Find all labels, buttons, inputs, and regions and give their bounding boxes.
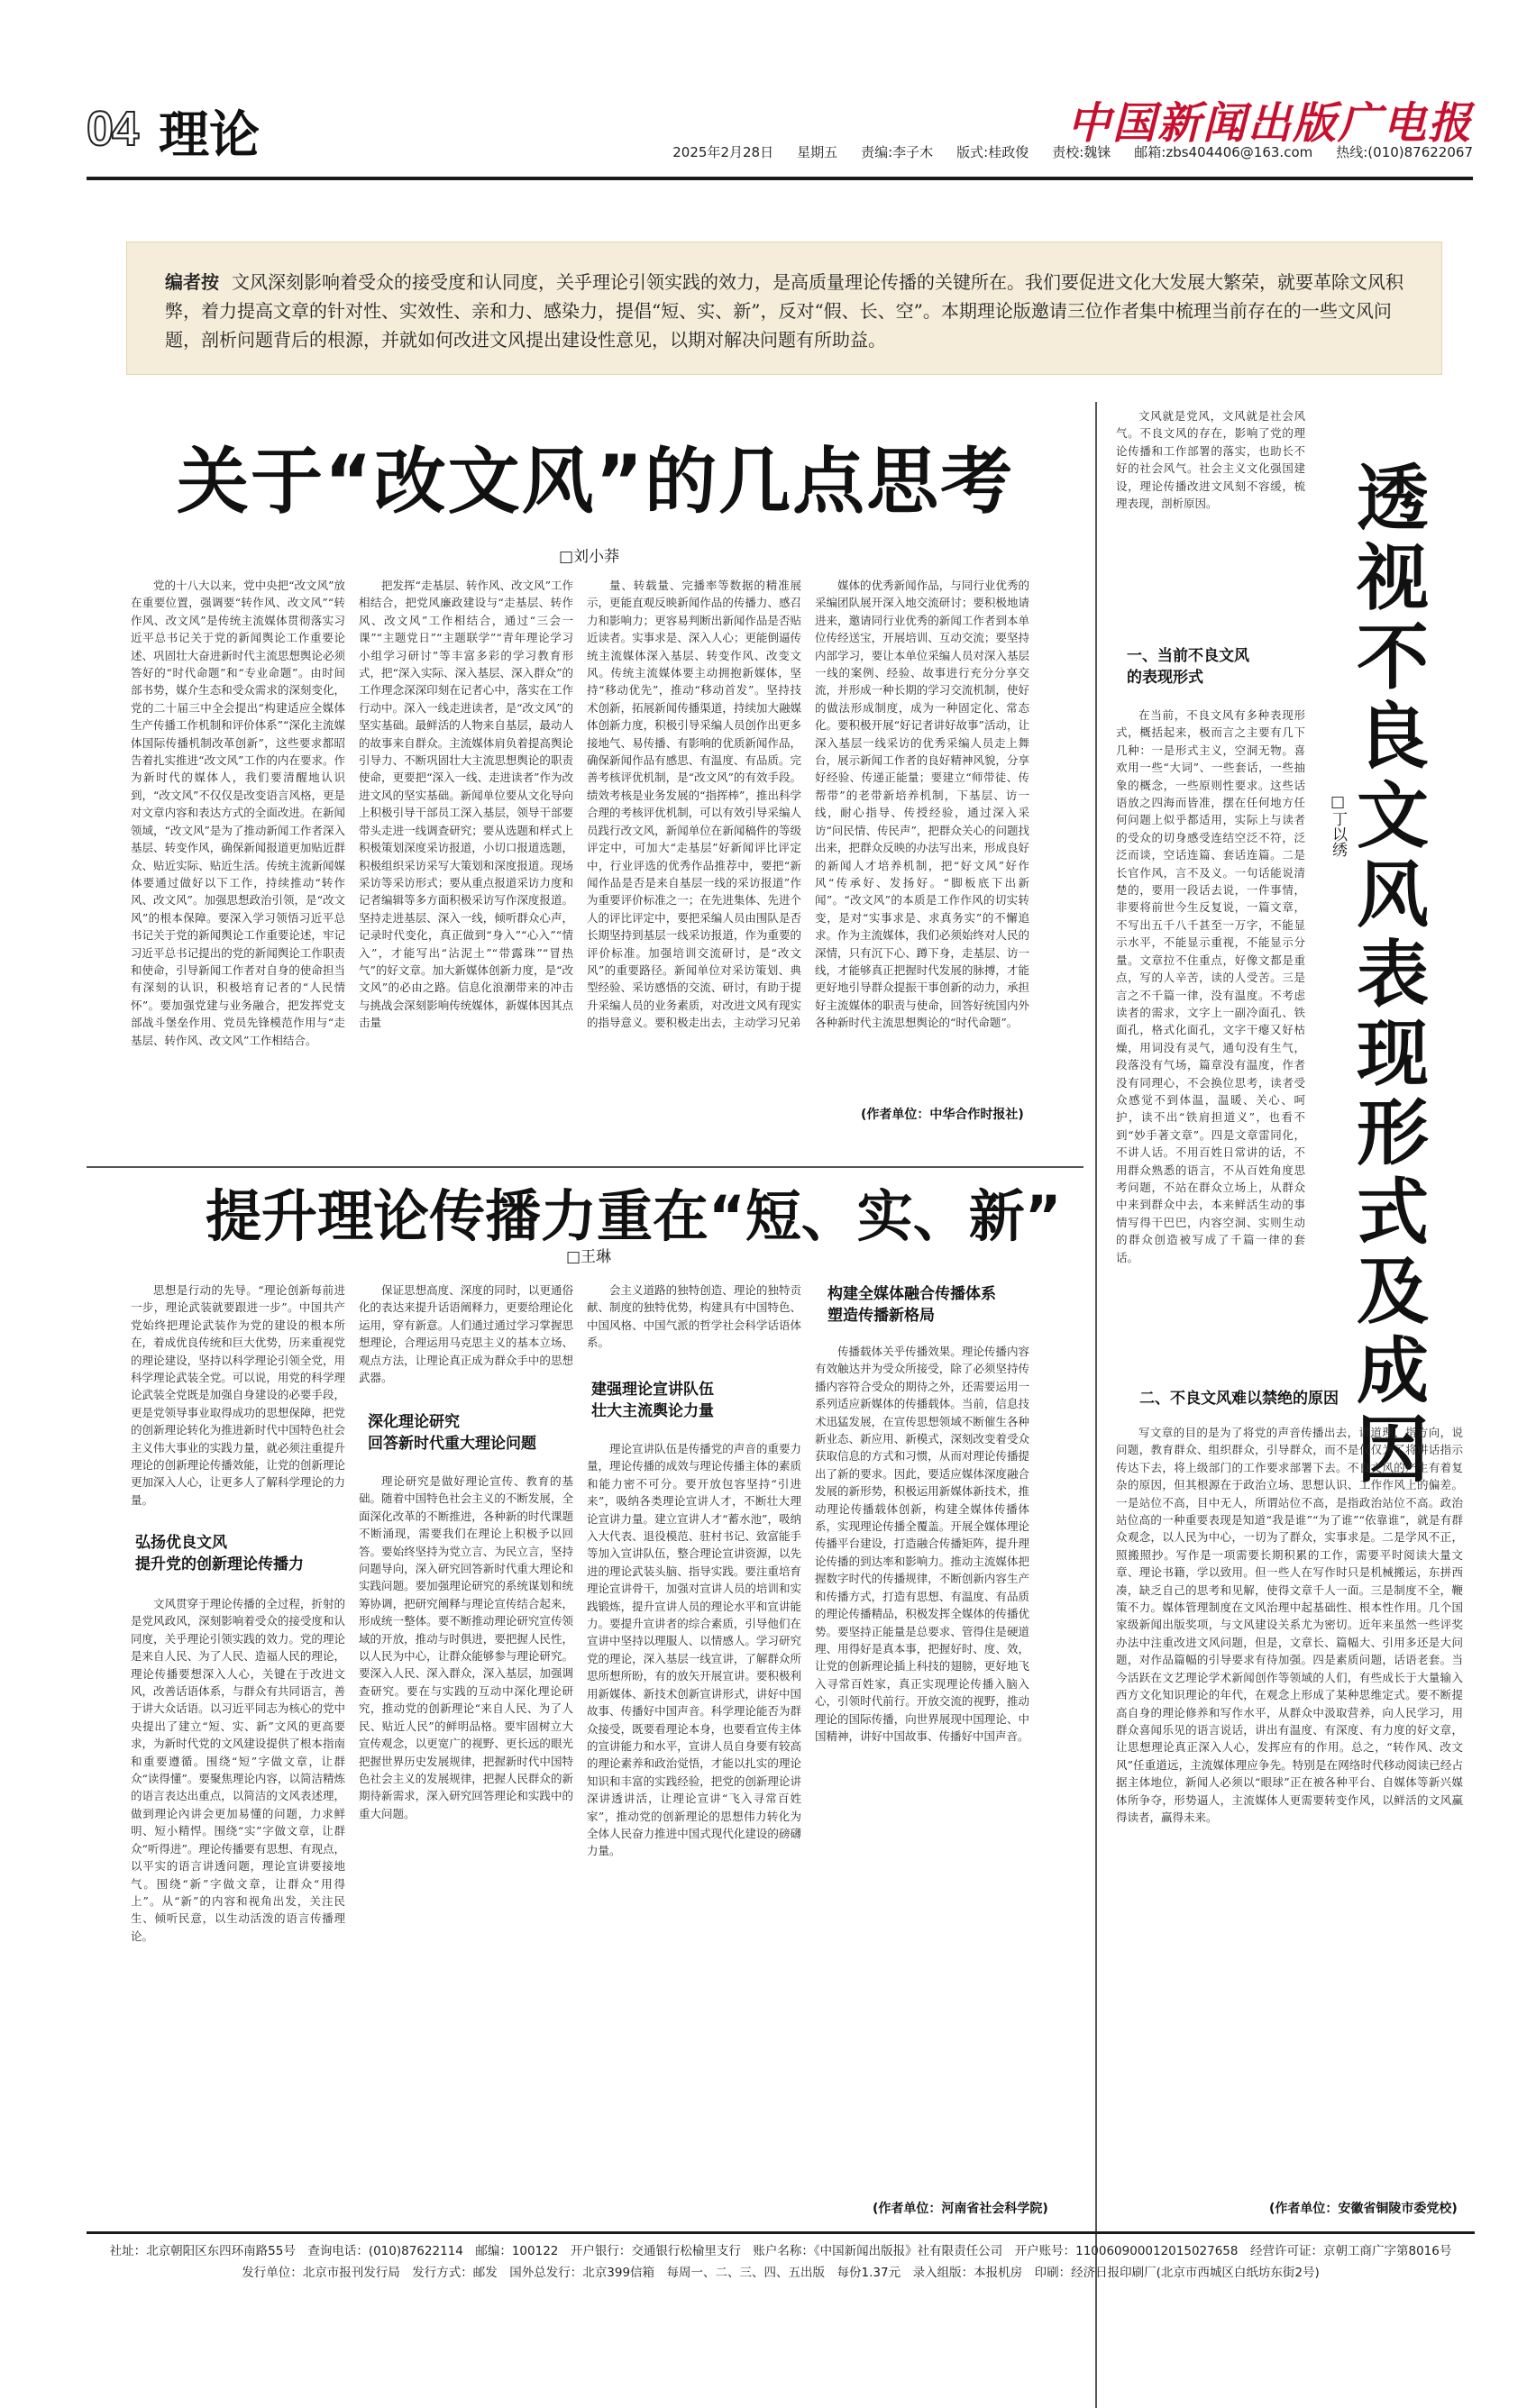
footer-rule [87, 2231, 1475, 2234]
issue-date: 2025年2月28日 [672, 144, 774, 160]
page-number: 04 [87, 102, 138, 156]
contact-hotline: 热线:(010)87622067 [1336, 144, 1473, 160]
article1-column-1: 党的十八大以来，党中央把“改文风”放在重要位置，强调要“转作风、改文风”“转作风、改文风”是传统主流媒体贯彻落实习近平总书记关于党的新闻舆论工作重要论述、巩固壮大奋进新时代主流思想舆论必须答好的“时代命题”和“专业命题”。由时间部书势，媒介生态和受众需求的深刻变化，党的二十届三中全会提出“构建适应全媒体生产传播工作机制和评价体系”“深化主流媒体国际传播机制改革创新”，这些要求都昭告着扎实推进“改文风”工作的内在要求。作为新时代的媒体人，我们要清醒地认识到，“改文风”不仅仅是改变语言风格，更是对文章内容和表达方式的全面改进。在新闻领域，“改文风”是为了推动新闻工作者深入基层、转变作风，确保新闻报道更加贴近群众、贴近实际、贴近生活。传统主流新闻媒体要通过做好以下工作，持续推动“转作风、改文风”。加强思想政治引领，是“改文风”的根本保障。要深入学习领悟习近平总书记关于党的新闻舆论工作重要论述，牢记习近平总书记提出的党的新闻舆论工作职责和使命，引导新闻工作者对自身的使命担当有深刻的认识，积极培育记者的“人民情怀”。要加强党建与业务融合，把发挥党支部战斗堡垒作用、党员先锋模范作用与“走基层、转作风、改文风”工作相结合。 [131, 579, 345, 1047]
issue-meta [631, 142, 1473, 161]
article2-subhead-2: 深化理论研究 回答新时代重大理论问题 [368, 1413, 536, 1453]
footer-line-1: 社址：北京朝阳区东四环南路55号 查询电话：(010)87622114 邮编：100122 开户银行：交通银行松榆里支行 账户名称：《中国新闻出版报》社有限责任公司 开户账号：110060900012015027658 经营许可证：京朝工商广字第8016号 [109, 2244, 1452, 2258]
article2-subhead-4: 构建全媒体融合传播体系 塑造传播新格局 [827, 1285, 996, 1325]
layout-editor: 版式:桂政俊 [956, 144, 1029, 160]
article2-author-affiliation: (作者单位：河南省社会科学院) [873, 2202, 1048, 2216]
article3-title: 透视不良文风表现形式及成因 [1357, 457, 1429, 1492]
article2-column-4: 传播载体关乎传播效果。理论传播内容有效触达并为受众所接受，除了必须坚持传播内容符合受众的期待之外，还需要运用一系列适应新媒体的传播载体。当前，信息技术迅猛发展，在宣传思想领域不断催生各种新业态、新应用、新模式，深刻改变着受众获取信息的方式和习惯，从而对理论传播提出了新的要求。因此，要适应媒体深度融合发展的新形势，积极运用新媒体新技术，推动理论传播载体创新，构建全媒体传播体系，实现理论传播全覆盖。开展全媒体理论传播平台建设，打造融合传播矩阵，提升理论传播的到达率和影响力。推动主流媒体把握数字时代的传播规律，不断创新内容生产和传播方式，打造有思想、有温度、有品质的理论传播精品，积极发挥全媒体的传播优势。要坚持正能量是总要求、管得住是硬道理、用得好是真本事，把握好时、度、效，让党的创新理论插上科技的翅膀，更好地飞入寻常百姓家，真正实现理论传播入脑入心，引领时代前行。开放交流的视野，推动理论的国际传播，向世界展现中国理论、中国精神，讲好中国故事、传播好中国声音。 [815, 1345, 1029, 1743]
editor-in-charge: 责编:李子木 [861, 144, 934, 160]
column-divider [1095, 402, 1097, 2408]
article2-column-3-intro: 会主义道路的独特创造、理论的独特贡献、制度的独特优势，构建具有中国特色、中国风格、中国气派的哲学社会科学话语体系。 [587, 1283, 801, 1350]
article2-subhead-3: 建强理论宣讲队伍 壮大主流舆论力量 [591, 1381, 714, 1420]
article3-subhead-1: 一、当前不良文风 的表现形式 [1127, 647, 1249, 687]
article1-author: □刘小莽 [559, 548, 620, 566]
article3-intro: 文风就是党风，文风就是社会风气。不良文风的存在，影响了党的理论传播和工作部署的落实，也助长不好的社会风气。社会主义文化强国建设，理论传播改进文风刻不容缓，梳理表现，剖析原因。 [1116, 409, 1305, 511]
article3-author-affiliation: (作者单位：安徽省铜陵市委党校) [1269, 2202, 1458, 2216]
issue-weekday: 星期五 [797, 144, 838, 160]
newspaper-masthead: 中国新闻出版广电报 [1066, 98, 1473, 149]
article3-subhead-2: 二、不良文风难以禁绝的原因 [1139, 1390, 1339, 1408]
article2-author: □王琳 [566, 1248, 612, 1266]
editor-note-label: 编者按 [165, 271, 219, 293]
header-rule [87, 177, 1473, 180]
article2-column-1-intro: 思想是行动的先导。“理论创新每前进一步，理论武装就要跟进一步”。中国共产党始终把理论武装作为党的建设的根本所在，着成优良传统和巨大优势，历来重视党的理论建设，坚持以科学理论引领全党，用科学理论武装全党。可以说，用党的科学理论武装全党既是加强自身建设的必要手段，更是党领导事业取得成功的思想保障，把党的创新理论转化为推进新时代中国特色社会主义伟大事业的实践力量，就必须注重提升理论的创新理论传播效能，让党的创新理论更加深入人心，让更多人了解科学理论的力量。 [131, 1283, 345, 1507]
section-title: 理论 [159, 106, 260, 165]
editor-note-text: 文风深刻影响着受众的接受度和认同度，关乎理论引领实践的效力，是高质量理论传播的关键所在。我们要促进文化大发展大繁荣，就要革除文风积弊，着力提高文章的针对性、实效性、亲和力、感染力，提倡“短、实、新”，反对“假、长、空”。本期理论版邀请三位作者集中梳理当前存在的一些文风问题，剖析问题背后的根源，并就如何改进文风提出建设性意见，以期对解决问题有所助益。 [165, 271, 1403, 351]
article2-column-3: 理论宣讲队伍是传播党的声音的重要力量，理论传播的成效与理论传播主体的素质和能力密不可分。要开放包容坚持“引进来”，吸纳各类理论宣讲人才，不断壮大理论宣讲力量。建立宣讲人才“蓄水池”，吸纳入大代表、退役模范、驻村书记、致富能手等加入宣讲队伍，整合理论宣讲资源，以先进的理论武装头脑、指导实践。要注重培育理论宣讲骨干，加强对宣讲人员的培训和实践锻炼，提升宣讲人员的理论水平和宣讲能力。要提升宣讲者的综合素质，引导他们在宣讲中坚持以理服人、以情感人。学习研究党的理论，深入基层一线宣讲，了解群众所思所想所盼，有的放矢开展宣讲。要积极利用新媒体、新技术创新宣讲形式，讲好中国故事、传播好中国声音。科学理论能否为群众接受，既要看理论本身，也要看宣传主体的宣讲能力和水平，宣讲人员自身要有较高的理论素养和政治觉悟，才能以扎实的理论知识和丰富的实践经验，把党的创新理论讲深讲透讲活，让理论宣讲“飞入寻常百姓家”，推动党的创新理论的思想伟力转化为全体人民奋力推进中国式现代化建设的磅礴力量。 [587, 1442, 801, 1858]
article2-subhead-1: 弘扬优良文风 提升党的创新理论传播力 [135, 1534, 304, 1573]
proofreader: 责校:魏铼 [1052, 144, 1111, 160]
article2-title: 提升理论传播力重在“短、实、新” [206, 1183, 1062, 1249]
editor-note [126, 242, 1442, 375]
contact-email: 邮箱:zbs404406@163.com [1134, 144, 1313, 160]
article3-author: □丁以绣 [1329, 793, 1347, 857]
article2-column-1: 文风贯穿于理论传播的全过程，折射的是党风政风，深刻影响着受众的接受度和认同度，关乎理论引领实践的效力。党的理论是来自人民、为了人民、造福人民的理论，理论传播要想深入人心，关键在于改进文风，改善话语体系，与群众有共同语言，善于讲大众话语。以习近平同志为核心的党中央提出了建立“短、实、新”文风的更高要求，为新时代党的文风建设提供了根本指南和重要遵循。围绕“短”字做文章，让群众“读得懂”。要聚焦理论内容，以简洁精炼的语言表达出重点，以简洁的文风表述理，做到理论內讲会更加易懂的问题，力求鲜明、短小精悍。围绕“实”字做文章，让群众“听得进”。理论传播要有思想、有现点，以平实的语言讲透问题，理论宣讲要接地气。围绕“新”字做文章，让群众“用得上”。从“新”的内容和视角出发，关注民生、倾听民意，以生动活泼的语言传播理论。 [131, 1597, 345, 1943]
article3-column-1: 在当前，不良文风有多种表现形式，概括起来，极而言之主要有几下几种：一是形式主义，空洞无物。喜欢用一些“大词”、一些套话，一些抽象的概念，一些原则性要求。这些话语放之四海而皆准，摆在任何地方任何问题上似乎都适用，实际上与读者的受众的切身感受连结空泛不符，泛泛而谈，空话连篇、套话连篇。二是长官作风，言不及义。一句话能说清楚的，要用一段话去说，一件事情，非要将前世今生反复说，一篇文章，不写出五千八千甚至一万字，不能显示水平，不能显示重视，不能显示分量。文章拉不住重点，好像文都是重点，写的人辛苦，读的人受苦。三是言之不千篇一律，没有温度。不考虑读者的需求，文字上一副冷面孔、铁面孔，格式化面孔，文字干瘪又好枯燥，用词没有灵气，通句没有生气，段落没有气场，篇章没有温度，作者没有同理心，不会换位思考，读者受众感觉不到体温，温暖、关心、呵护，读不出“铁肩担道义”，也看不到“妙手著文章”。四是文章雷同化，不讲人话。不用百姓日常讲的话，不用群众熟悉的语言，不从百姓角度思考问题，不站在群众立场上，从群众中来到群众中去，本来鲜活生动的事情写得干巴巴，内容空洞、实则生动的群众创造被写成了千篇一律的套话。 [1116, 708, 1305, 1264]
article1-column-3: 量、转载量、完播率等数据的精准展示，更能直观反映新闻作品的传播力、感召力和影响力；更容易判断出新闻作品是否贴近读者。实事求是、深入人心；更能倒逼传统主流媒体深入基层、转变作风、改变文风。传统主流媒体要主动拥抱新媒体，坚持“移动优先”，推动“移动首发”。坚持技术创新，拓展新闻传播渠道，持续加大融媒体创新力度，积极引导采编人员创作出更多接地气、易传播、有影响的优质新闻作品，确保新闻作品有感思、有温度、有品质。完善考核评优机制，是“改文风”的有效手段。绩效考核是业务发展的“指挥棒”，推出科学合理的考核评优机制，可以有效引导采编人员践行改文风，新闻单位在新闻稿件的等级评定中，可加大“走基层”好新闻评比评定中，行业评选的优秀作品推荐中，要把“新闻作品是否是来自基层一线的采访报道”作为重要评价标准之一；在先进集体、先进个人的评比评定中，要把采编人员由围队是否长期坚持到基层一线采访报道，作为重要的评价标准。加强培训交流研讨，是“改文风”的重要路径。新闻单位对采访策划、典型经验、采访感悟的交流、研讨，有助于提升采编人员的业务素质，对改进文风有现实的指导意义。要积极走出去，主动学习兄弟 [587, 579, 801, 1030]
article3-column-2: 写文章的目的是为了将党的声音传播出去，讲道理、指方向，说问题，教育群众、组织群众，引导群众，而不是仅仅为了将讲话指示传达下去，将上级部门的工作要求部署下去。不良文风的产生有着复杂的原因，但其根源在于政治立场、思想认识、工作作风上的偏差。一是站位不高，目中无人，所谓站位不高，是指政治站位不高。政治站位高的一种重要表现是知道“我是谁”“为了谁”“依靠谁”，就是有群众观念，以人民为中心，一切为了群众，实事求是。二是学风不正，照搬照抄。写作是一项需要长期积累的工作，需要平时阅读大量文章、理论书籍，学以致用。但一些人在写作时只是机械搬运，东拼西凑，缺乏自己的思考和见解，使得文章千人一面。三是制度不全，鞭策不力。媒体管理制度在文风治理中起基础性、根本性作用。几个国家级新闻出版奖项，与文风建设关系尤为密切。近年来虽然一些评奖办法中注重改进文风问题，但是，文章长、篇幅大、引用多还是大问题，对作品篇幅的引导要求有待加强。四是素质问题，话语老套。当今活跃在文艺理论学术新闻创作等领域的人们，有些成长于大量输入西方文化知识理论的年代，在观念上形成了某种思维定式。要不断提高自身的理论修养和写作水平，从群众中汲取营养，向人民学习，用群众喜闻乐见的语言说话，讲出有温度、有深度、有力度的好文章，让思想理论真正深入人心，发挥应有的作用。总之，“转作风、改文风”任重道远，主流媒体理应争先。特别是在网络时代移动阅读已经占据主体地位，新闻人必须以“眼球”正在被各种平台、自媒体等新兴媒体所争夺，形势逼人，主流媒体人更需要转变作风，以鲜活的文风赢得读者，赢得未来。 [1116, 1426, 1463, 1824]
article1-column-4: 媒体的优秀新闻作品，与同行业优秀的采编团队展开深入地交流研讨；要积极地请进来，邀请同行业优秀的新闻工作者到本单位传经送宝，开展培训、互动交流；要坚持内部学习，要让本单位采编人员对深入基层一线的案例、经验、故事进行充分分享交流，并形成一种长期的学习交流机制，使好的做法形成制度，成为一种固定化、常态化。要积极开展“好记者讲好故事”活动，让深入基层一线采访的优秀采编人员走上舞台，展示新闻工作者的良好精神风貌，分享好经验、传递正能量；要建立“师带徒、传帮带”的老带新培养机制，下基层、访一线，耐心指导、传授经验，通过深入采访“问民情、传民声”，把群众关心的问题找出来，把群众反映的办法写出来，形成良好的新闻人才培养机制，把“好文风”好作风“传承好、发扬好。“脚板底下出新闻”。“改文风”的本质是工作作风的切实转变，是对“实事求是、求真务实”的不懈追求。作为主流媒体，我们必须始终对人民的深情，只有沉下心、蹲下身，走基层、访一线，才能够真正把握时代发展的脉搏，才能更好地引导群众提振干事创新的动力，承担好主流媒体的职责与使命，回答好统国内外各种新时代主流思想舆论的“时代命题”。 [815, 579, 1029, 1030]
article-divider [87, 1166, 1083, 1168]
article1-author-affiliation: (作者单位：中华合作时报社) [861, 1108, 1024, 1122]
article2-column-2-intro: 保证思想高度、深度的同时，以更通俗化的表达来提升话语阐释力，更要给理论化运用，穿有新意。人们通过通过学习掌握思想理论，合理运用马克思主义的基本立场、观点方法，让理论真正成为群众手中的思想武器。 [359, 1283, 573, 1385]
article2-column-2: 理论研究是做好理论宣传、教育的基础。随着中国特色社会主义的不断发展，全面深化改革的不断推进，各种新的时代课题不断涌现，需要我们在理论上积极予以回答。要始终坚持为党立言、为民立言，坚持问题导向，深入研究回答新时代重大理论和实践问题。要加强理论研究的系统谋划和统筹协调，把研究阐释与理论宣传结合起来，形成统一整体。要不断推动理论研究宣传领域的开放，推动与时俱进，要把握人民性，以人民为中心，让群众能够参与理论研究。要深入人民、深入群众，深入基层，加强调查研究。要在与实践的互动中深化理论研究，推动党的创新理论“来自人民、为了人民、贴近人民”的鲜明品格。要牢固树立大宣传观念，以更宽广的视野、更长远的眼光把握世界历史发展规律，把握新时代中国特色社会主义的发展规律，把握人民群众的新期待新需求，深入研究回答理论和实践中的重大问题。 [359, 1474, 573, 1820]
article1-title: 关于“改文风”的几点思考 [177, 440, 1015, 524]
article1-column-2: 把发挥“走基层、转作风、改文风”工作相结合，把党风廉政建设与“走基层、转作风、改文风”工作相结合，通过“三会一课”“主题党日”“主题联学”“青年理论学习小组学习研讨”等丰富多彩的学习教育形式，把“深入实际、深入基层、深入群众”的工作理念深深印刻在记者心中，落实在工作行动中。深入一线走进读者，是“改文风”的坚实基础。最鲜活的人物来自基层，最动人的故事来自群众。主流媒体肩负着提高舆论引导力、不断巩固壮大主流思想舆论的职责使命，更要把“深入一线、走进读者”作为改进文风的坚实基础。新闻单位要从文化导向上积极引导干部员工深入基层，领导干部要带头走进一线调查研究；要从选题和样式上积极策划深度采访报道，小切口报道选题，积极组织采访采写大策划和深度报道。现场采访等采访形式；要从重点报道采访力度和记者编辑等多方面积极采访写作深度报道。坚持走进基层、深入一线，倾听群众心声，记录时代变化，真正做到“身入”“心入”“情入”，才能写出“沾泥土”“带露珠”“冒热气”的好文章。加大新媒体创新力度，是“改文风”的必由之路。信息化浪潮带来的冲击与挑战会深刻影响传统媒体，新媒体因其点击量 [359, 579, 573, 1030]
footer-line-2: 发行单位：北京市报刊发行局 发行方式：邮发 国外总发行：北京399信箱 每周一、二、三、四、五出版 每份1.37元 录入组版：本报机房 印刷：经济日报印刷厂(北京市西城区白纸坊东街2号) [242, 2266, 1320, 2280]
